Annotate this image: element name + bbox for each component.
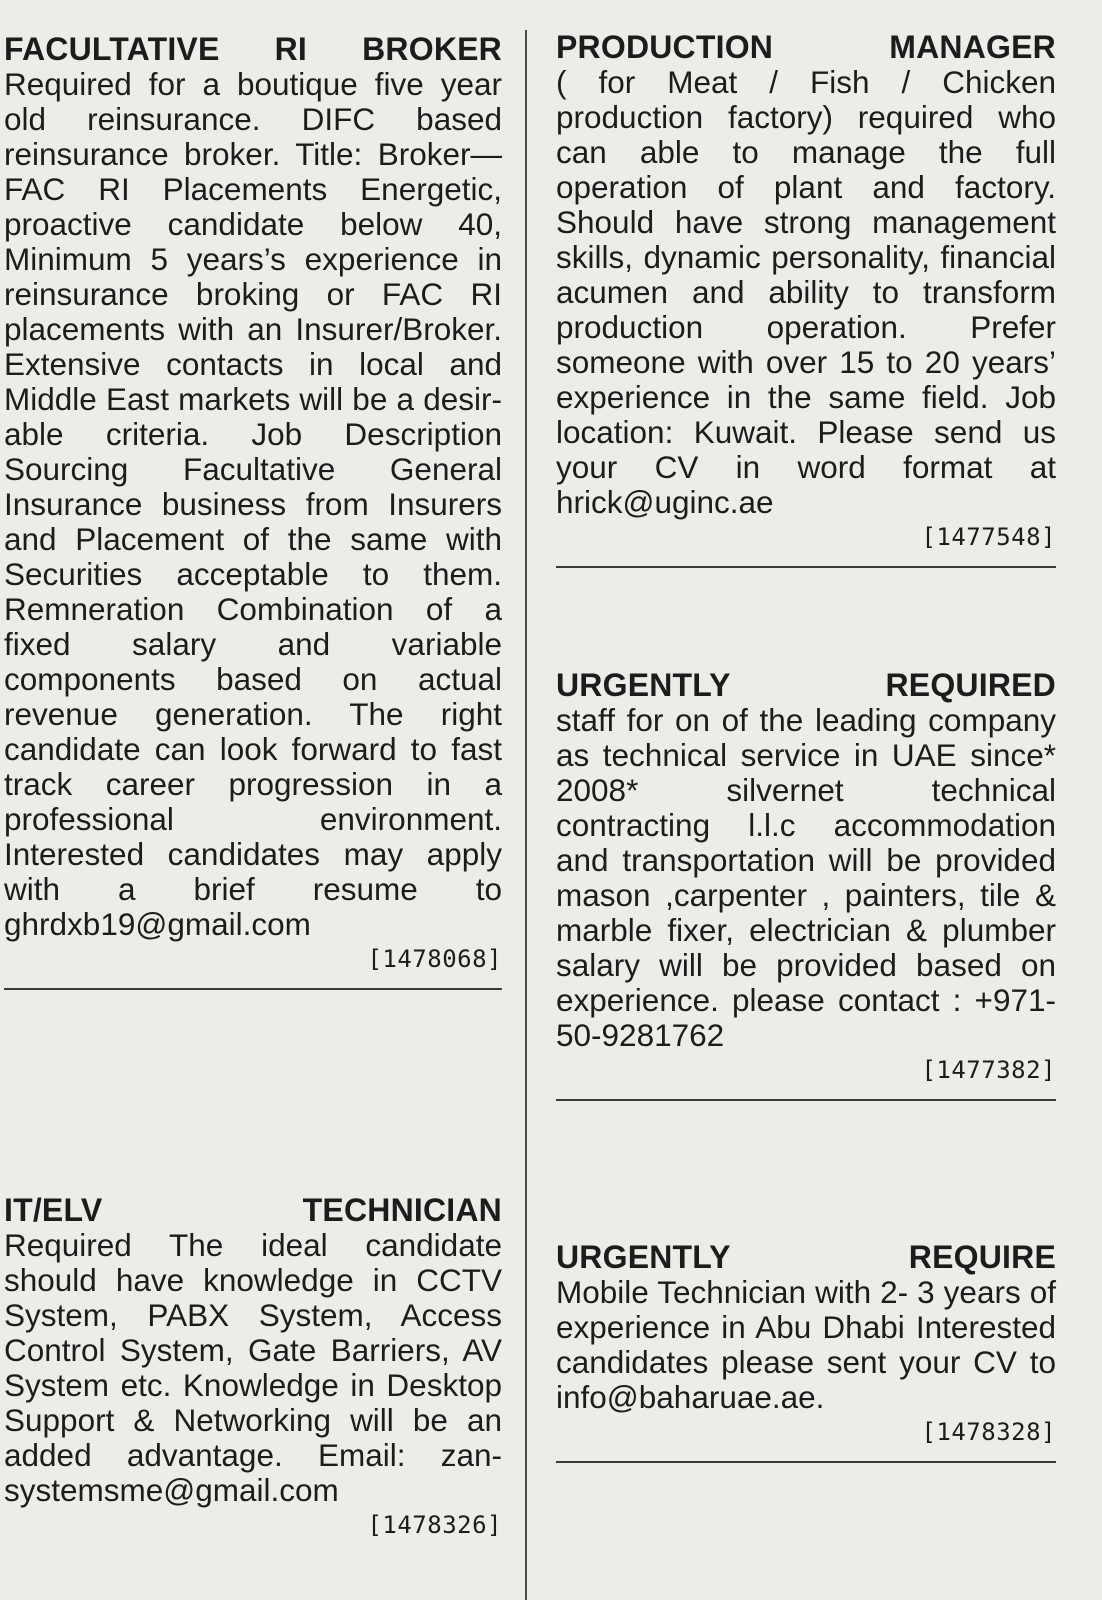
- ad-separator: [4, 988, 502, 990]
- ad-mobile-technician: [556, 1240, 1056, 1463]
- ad-body: ( for Meat / Fish / Chicken production factory) required who can able to manage the full operation of plant and factory. Should have strong management skills, dynamic personality, financial acumen and ability to transform production operation. Prefer someone with over 15 to 20 years’ experience in the same field. Job location: Kuwait. Please send us your CV in word format at hrick@uginc.ae: [556, 64, 1056, 520]
- ad-body: Mobile Technician with 2- 3 years of experience in Abu Dhabi Interested candidates please sent your CV to info@baharuae.ae.: [556, 1274, 1056, 1415]
- ad-body: Required for a boutique five year old reinsurance. DIFC based reinsurance broker. Title: Broker— FAC RI Placements Energetic, proactive candidate below 40, Minimum 5 years’s experience in reinsurance broking or FAC RI placements with an Insurer/Broker. Extensive contacts in local and Middle East markets will be a desirable criteria. Job Description Sourcing Facultative General Insurance business from Insurers and Placement of the same with Securities acceptable to them. Remneration Combination of a fixed salary and variable components based on actual revenue generation. The right candidate can look forward to fast track career progression in a professional environment. Interested candidates may apply with a brief resume to ghrdxb19@gmail.com: [4, 66, 502, 942]
- ad-title: URGENTLY REQUIRED: [556, 667, 1056, 703]
- ad-body: Required The ideal candidate should have knowledge in CCTV System, PABX System, Access Control System, Gate Barriers, AV System etc. Knowledge in Desktop Support & Networking will be an added advantage. Email: zan-systemsme@gmail.com: [4, 1227, 502, 1508]
- ad-title: FACULTATIVE RI BROKER: [4, 31, 502, 67]
- column-divider: [525, 30, 527, 1600]
- ad-title: URGENTLY REQUIRE: [556, 1239, 1056, 1275]
- ad-reference-number: [1477382]: [921, 1056, 1056, 1084]
- ad-it-elv-technician: [4, 1193, 502, 1540]
- ad-production-manager: [556, 30, 1056, 568]
- ad-reference-number: [1478326]: [367, 1511, 502, 1539]
- ad-reference-number: [1477548]: [921, 523, 1056, 551]
- ad-separator: [556, 1461, 1056, 1463]
- ad-body: staff for on of the leading company as technical service in UAE since* 2008* silvernet technical contracting l.l.c accommodation and transportation will be provided mason ,carpenter , painters, tile & marble fixer, electrician & plumber salary will be provided based on experience. please contact : +971-50-9281762: [556, 702, 1056, 1053]
- ad-separator: [556, 1099, 1056, 1101]
- ad-title: IT/ELV TECHNICIAN: [4, 1192, 502, 1228]
- ad-facultative-ri-broker: [4, 32, 502, 990]
- ad-reference-number: [1478068]: [367, 945, 502, 973]
- ad-reference-number: [1478328]: [921, 1418, 1056, 1446]
- ad-urgently-required-staff: [556, 668, 1056, 1101]
- ad-title: PRODUCTION MANAGER: [556, 29, 1056, 65]
- ad-separator: [556, 566, 1056, 568]
